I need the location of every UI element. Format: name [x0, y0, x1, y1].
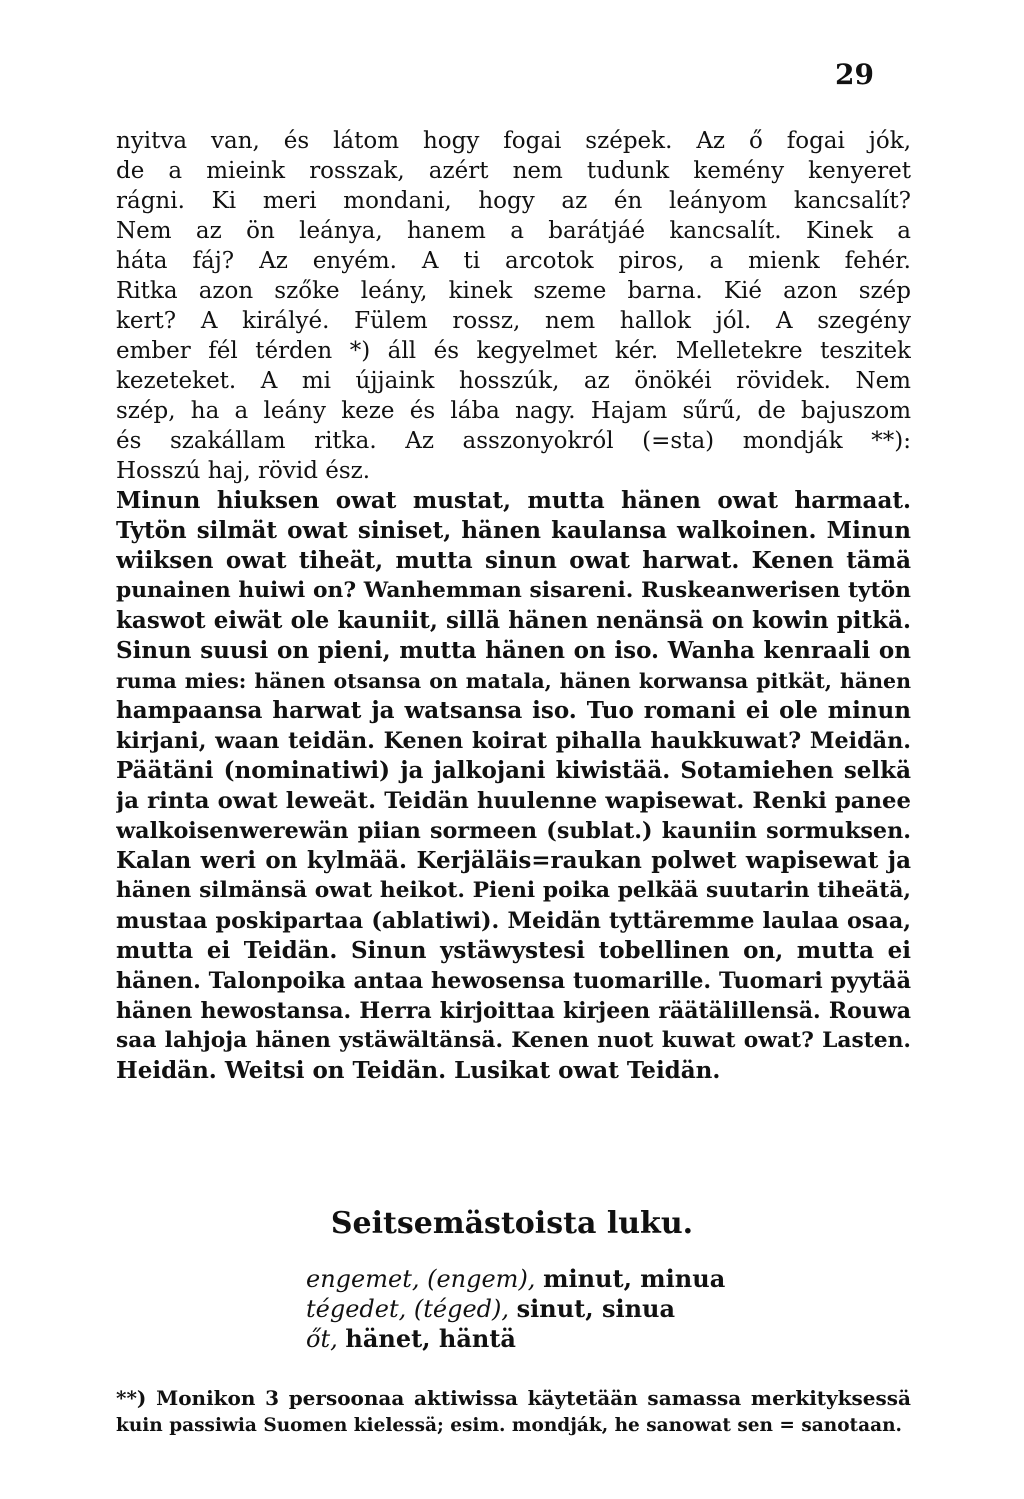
text-line: saa lahjoja hänen ystäwältänsä. Kenen nuot kuwat owat? Lasten. — [116, 1028, 911, 1053]
text-line: Nem az ön leánya, hanem a barátjáé kancsalít. Kinek a — [116, 218, 911, 244]
text-line: Minun hiuksen owat mustat, mutta hänen owat harmaat. — [116, 487, 911, 514]
text-line: és szakállam ritka. Az asszonyokról (=sta) mondják **): — [116, 428, 911, 454]
section-title: Seitsemästoista luku. — [330, 1206, 694, 1241]
text-line: Ritka azon szőke leány, kinek szeme barna. Kié azon szép — [116, 278, 911, 304]
finnish-form: hänet, häntä — [345, 1324, 516, 1353]
text-line: Sinun suusi on pieni, mutta hänen on iso. Wanha kenraali on — [116, 637, 911, 664]
text-line: kezeteket. A mi újjaink hosszúk, az önökéi rövidek. Nem — [116, 368, 911, 394]
footnote — [116, 1384, 911, 1440]
text-line: walkoisenwerewän piian sormeen (sublat.) kauniin sormuksen. — [116, 818, 911, 844]
hungarian-form: engemet, (engem), — [306, 1265, 536, 1293]
text-line: Päätäni (nominatiwi) ja jalkojani kiwistää. Sotamiehen selkä — [116, 757, 911, 784]
paradigm-row — [306, 1264, 806, 1294]
text-line: ruma mies: hänen otsansa on matala, hänen korwansa pitkät, hänen — [116, 669, 911, 693]
text-line: mutta ei Teidän. Sinun ystäwystesi tobellinen on, mutta ei — [116, 937, 911, 964]
paradigm-row — [306, 1294, 806, 1324]
text-line: Tytön silmät owat siniset, hänen kaulansa walkoinen. Minun — [116, 517, 911, 544]
text-line: punainen huiwi on? Wanhemman sisareni. Ruskeanwerisen tytön — [116, 578, 911, 603]
text-line: szép, ha a leány keze és lába nagy. Hajam sűrű, de bajuszom — [116, 398, 911, 424]
text-line: Heidän. Weitsi on Teidän. Lusikat owat Teidän. — [116, 1057, 721, 1084]
text-line: Kalan weri on kylmää. Kerjäläis=raukan polwet wapisewat ja — [116, 847, 911, 874]
text-line: de a mieink rosszak, azért nem tudunk kemény kenyeret — [116, 158, 911, 184]
text-line: Hosszú haj, rövid ész. — [116, 458, 371, 484]
pronoun-paradigm — [306, 1264, 806, 1354]
text-line: ember fél térden *) áll és kegyelmet kér. Melletekre teszitek — [116, 338, 911, 364]
text-line: mustaa poskipartaa (ablatiwi). Meidän tyttäremme laulaa osaa, — [116, 908, 911, 934]
finnish-form: sinut, sinua — [516, 1294, 676, 1323]
text-line: hampaansa harwat ja watsansa iso. Tuo romani ei ole minun — [116, 697, 911, 724]
paradigm-row — [306, 1324, 806, 1354]
footnote-line: **) Monikon 3 persoonaa aktiwissa käytetään samassa merkityksessä — [116, 1386, 911, 1410]
text-line: hänen. Talonpoika antaa hewosensa tuomarille. Tuomari pyytää — [116, 968, 911, 994]
finnish-form: minut, minua — [543, 1264, 726, 1293]
text-line: wiiksen owat tiheät, mutta sinun owat harwat. Kenen tämä — [116, 547, 911, 574]
text-line: háta fáj? Az enyém. A ti arcotok piros, a mienk fehér. — [116, 248, 911, 274]
footnote-line: kuin passiwia Suomen kielessä; esim. mondják, he sanowat sen = sanotaan. — [116, 1415, 902, 1436]
hungarian-form: tégedet, (téged), — [306, 1295, 510, 1323]
text-line: rágni. Ki meri mondani, hogy az én leányom kancsalít? — [116, 188, 911, 214]
text-line: kert? A királyé. Fülem rossz, nem hallok jól. A szegény — [116, 308, 911, 334]
text-line: hänen hewostansa. Herra kirjoittaa kirjeen räätälillensä. Rouwa — [116, 998, 911, 1024]
text-line: kaswot eiwät ole kauniit, sillä hänen nenänsä on kowin pitkä. — [116, 607, 911, 634]
text-line: kirjani, waan teidän. Kenen koirat pihalla haukkuwat? Meidän. — [116, 728, 911, 754]
text-line: hänen silmänsä owat heikot. Pieni poika pelkää suutarin tiheätä, — [116, 878, 911, 903]
hungarian-form: őt, — [306, 1325, 338, 1353]
text-line: ja rinta owat leweät. Teidän huulenne wapisewat. Renki panee — [116, 788, 911, 814]
body-text — [116, 126, 911, 1086]
page-number: 29 — [835, 58, 874, 91]
text-line: nyitva van, és látom hogy fogai szépek. Az ő fogai jók, — [116, 128, 911, 154]
